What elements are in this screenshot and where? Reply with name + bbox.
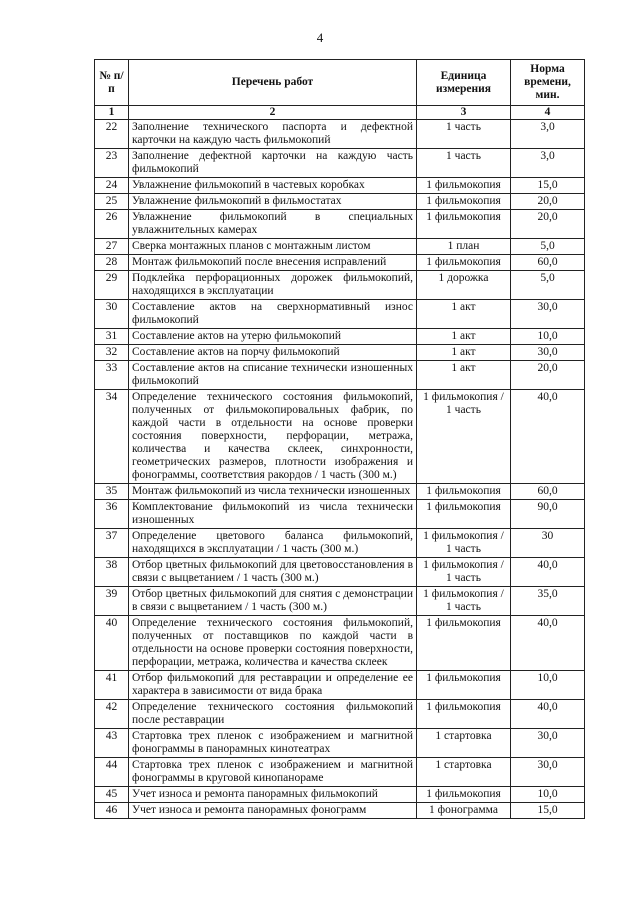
table-row xyxy=(95,149,585,178)
table-row xyxy=(95,587,585,616)
row-number: 29 xyxy=(95,271,129,300)
time-norm: 15,0 xyxy=(511,803,585,819)
time-norm: 30 xyxy=(511,529,585,558)
time-norm: 20,0 xyxy=(511,210,585,239)
time-norm: 5,0 xyxy=(511,239,585,255)
time-norm: 60,0 xyxy=(511,484,585,500)
unit-of-measure: 1 фильмокопия / 1 часть xyxy=(417,390,511,484)
work-name: Определение цветового баланса фильмокопий, находящихся в эксплуатации / 1 часть (300 м.) xyxy=(129,529,417,558)
unit-of-measure: 1 акт xyxy=(417,300,511,329)
header-num: № п/п xyxy=(95,60,129,106)
table-row xyxy=(95,803,585,819)
unit-of-measure: 1 часть xyxy=(417,149,511,178)
row-number: 26 xyxy=(95,210,129,239)
work-name: Определение технического состояния фильмокопий, полученных от фильмокопировальных фабрик, по каждой части в отдельности на основе проверки состояния поверхности, перфорации, метража, количества и качества склеек, синхронности, геометрических размеров, плотности изображения и фонограммы, соответствия ракордов / 1 часть (300 м.) xyxy=(129,390,417,484)
row-number: 37 xyxy=(95,529,129,558)
table-row xyxy=(95,239,585,255)
work-name: Определение технического состояния фильмокопий после реставрации xyxy=(129,700,417,729)
work-name: Подклейка перфорационных дорожек фильмокопий, находящихся в эксплуатации xyxy=(129,271,417,300)
row-number: 24 xyxy=(95,178,129,194)
row-number: 43 xyxy=(95,729,129,758)
row-number: 32 xyxy=(95,345,129,361)
unit-of-measure: 1 акт xyxy=(417,329,511,345)
row-number: 46 xyxy=(95,803,129,819)
work-name: Заполнение технического паспорта и дефектной карточки на каждую часть фильмокопий xyxy=(129,120,417,149)
work-name: Составление актов на сверхнормативный износ фильмокопий xyxy=(129,300,417,329)
work-name: Определение технического состояния фильмокопий, полученных от поставщиков по каждой части в отдельности на основе проверки состояния поверхности, перфорации, метража, количества и качества склеек xyxy=(129,616,417,671)
row-number: 33 xyxy=(95,361,129,390)
work-name: Монтаж фильмокопий после внесения исправлений xyxy=(129,255,417,271)
row-number: 34 xyxy=(95,390,129,484)
time-norm: 3,0 xyxy=(511,149,585,178)
time-norm: 20,0 xyxy=(511,194,585,210)
unit-of-measure: 1 фильмокопия xyxy=(417,178,511,194)
work-name: Увлажнение фильмокопий в фильмостатах xyxy=(129,194,417,210)
table-row xyxy=(95,671,585,700)
work-name: Увлажнение фильмокопий в частевых коробках xyxy=(129,178,417,194)
work-name: Стартовка трех пленок с изображением и магнитной фонограммы в панорамных кинотеатрах xyxy=(129,729,417,758)
time-norm: 5,0 xyxy=(511,271,585,300)
table-row xyxy=(95,500,585,529)
row-number: 39 xyxy=(95,587,129,616)
table-row xyxy=(95,700,585,729)
table-row xyxy=(95,271,585,300)
time-norm: 40,0 xyxy=(511,616,585,671)
table-row xyxy=(95,255,585,271)
work-name: Учет износа и ремонта панорамных фильмокопий xyxy=(129,787,417,803)
table-header-row xyxy=(95,60,585,106)
time-norm: 10,0 xyxy=(511,671,585,700)
time-norm: 40,0 xyxy=(511,700,585,729)
time-norm: 3,0 xyxy=(511,120,585,149)
row-number: 28 xyxy=(95,255,129,271)
work-name: Составление актов на утерю фильмокопий xyxy=(129,329,417,345)
time-norm: 10,0 xyxy=(511,329,585,345)
row-number: 23 xyxy=(95,149,129,178)
column-number: 1 xyxy=(95,106,129,120)
row-number: 41 xyxy=(95,671,129,700)
work-name: Составление актов на списание технически изношенных фильмокопий xyxy=(129,361,417,390)
row-number: 22 xyxy=(95,120,129,149)
column-numbers-row xyxy=(95,106,585,120)
time-norm: 30,0 xyxy=(511,345,585,361)
unit-of-measure: 1 фильмокопия / 1 часть xyxy=(417,558,511,587)
time-norm: 15,0 xyxy=(511,178,585,194)
unit-of-measure: 1 акт xyxy=(417,361,511,390)
table-row xyxy=(95,390,585,484)
row-number: 40 xyxy=(95,616,129,671)
row-number: 30 xyxy=(95,300,129,329)
column-number: 3 xyxy=(417,106,511,120)
row-number: 31 xyxy=(95,329,129,345)
header-unit: Единица измерения xyxy=(417,60,511,106)
unit-of-measure: 1 фильмокопия xyxy=(417,500,511,529)
work-name: Учет износа и ремонта панорамных фонограмм xyxy=(129,803,417,819)
work-name: Сверка монтажных планов с монтажным листом xyxy=(129,239,417,255)
row-number: 45 xyxy=(95,787,129,803)
time-norm: 30,0 xyxy=(511,729,585,758)
time-norm: 40,0 xyxy=(511,390,585,484)
row-number: 42 xyxy=(95,700,129,729)
time-norm: 30,0 xyxy=(511,758,585,787)
time-norm: 60,0 xyxy=(511,255,585,271)
table-row xyxy=(95,194,585,210)
work-name: Заполнение дефектной карточки на каждую часть фильмокопий xyxy=(129,149,417,178)
table-row xyxy=(95,529,585,558)
unit-of-measure: 1 фильмокопия xyxy=(417,255,511,271)
work-name: Комплектование фильмокопий из числа технически изношенных xyxy=(129,500,417,529)
table-row xyxy=(95,787,585,803)
work-name: Монтаж фильмокопий из числа технически изношенных xyxy=(129,484,417,500)
row-number: 25 xyxy=(95,194,129,210)
unit-of-measure: 1 фильмокопия xyxy=(417,700,511,729)
table-row xyxy=(95,345,585,361)
unit-of-measure: 1 часть xyxy=(417,120,511,149)
header-norm: Норма времени, мин. xyxy=(511,60,585,106)
unit-of-measure: 1 дорожка xyxy=(417,271,511,300)
table-row xyxy=(95,484,585,500)
table-row xyxy=(95,329,585,345)
unit-of-measure: 1 фильмокопия xyxy=(417,210,511,239)
unit-of-measure: 1 фильмокопия / 1 часть xyxy=(417,529,511,558)
unit-of-measure: 1 фильмокопия xyxy=(417,671,511,700)
unit-of-measure: 1 фильмокопия xyxy=(417,787,511,803)
unit-of-measure: 1 фильмокопия xyxy=(417,484,511,500)
work-name: Составление актов на порчу фильмокопий xyxy=(129,345,417,361)
unit-of-measure: 1 акт xyxy=(417,345,511,361)
column-number: 2 xyxy=(129,106,417,120)
unit-of-measure: 1 фонограмма xyxy=(417,803,511,819)
unit-of-measure: 1 стартовка xyxy=(417,758,511,787)
time-norm: 30,0 xyxy=(511,300,585,329)
header-name: Перечень работ xyxy=(129,60,417,106)
page-number: 4 xyxy=(316,30,324,45)
unit-of-measure: 1 фильмокопия / 1 часть xyxy=(417,587,511,616)
table-row xyxy=(95,178,585,194)
work-name: Отбор цветных фильмокопий для цветовосстановления в связи с выцветанием / 1 часть (300 м.) xyxy=(129,558,417,587)
time-norm: 35,0 xyxy=(511,587,585,616)
time-norm: 10,0 xyxy=(511,787,585,803)
row-number: 44 xyxy=(95,758,129,787)
table-row xyxy=(95,558,585,587)
work-name: Отбор фильмокопий для реставрации и определение ее характера в зависимости от вида брака xyxy=(129,671,417,700)
table-row xyxy=(95,758,585,787)
table-row xyxy=(95,300,585,329)
column-number: 4 xyxy=(511,106,585,120)
unit-of-measure: 1 план xyxy=(417,239,511,255)
table-row xyxy=(95,120,585,149)
row-number: 35 xyxy=(95,484,129,500)
table-row xyxy=(95,361,585,390)
time-norm: 90,0 xyxy=(511,500,585,529)
table-row xyxy=(95,616,585,671)
time-norm: 40,0 xyxy=(511,558,585,587)
table-row xyxy=(95,210,585,239)
work-name: Стартовка трех пленок с изображением и магнитной фонограммы в круговой кинопанораме xyxy=(129,758,417,787)
time-norm: 20,0 xyxy=(511,361,585,390)
unit-of-measure: 1 фильмокопия xyxy=(417,194,511,210)
row-number: 38 xyxy=(95,558,129,587)
unit-of-measure: 1 стартовка xyxy=(417,729,511,758)
unit-of-measure: 1 фильмокопия xyxy=(417,616,511,671)
table-body xyxy=(95,120,585,819)
table-row xyxy=(95,729,585,758)
work-name: Увлажнение фильмокопий в специальных увлажнительных камерах xyxy=(129,210,417,239)
row-number: 36 xyxy=(95,500,129,529)
row-number: 27 xyxy=(95,239,129,255)
work-norms-table xyxy=(94,59,585,819)
work-name: Отбор цветных фильмокопий для снятия с демонстрации в связи с выцветанием / 1 часть (300 м.) xyxy=(129,587,417,616)
